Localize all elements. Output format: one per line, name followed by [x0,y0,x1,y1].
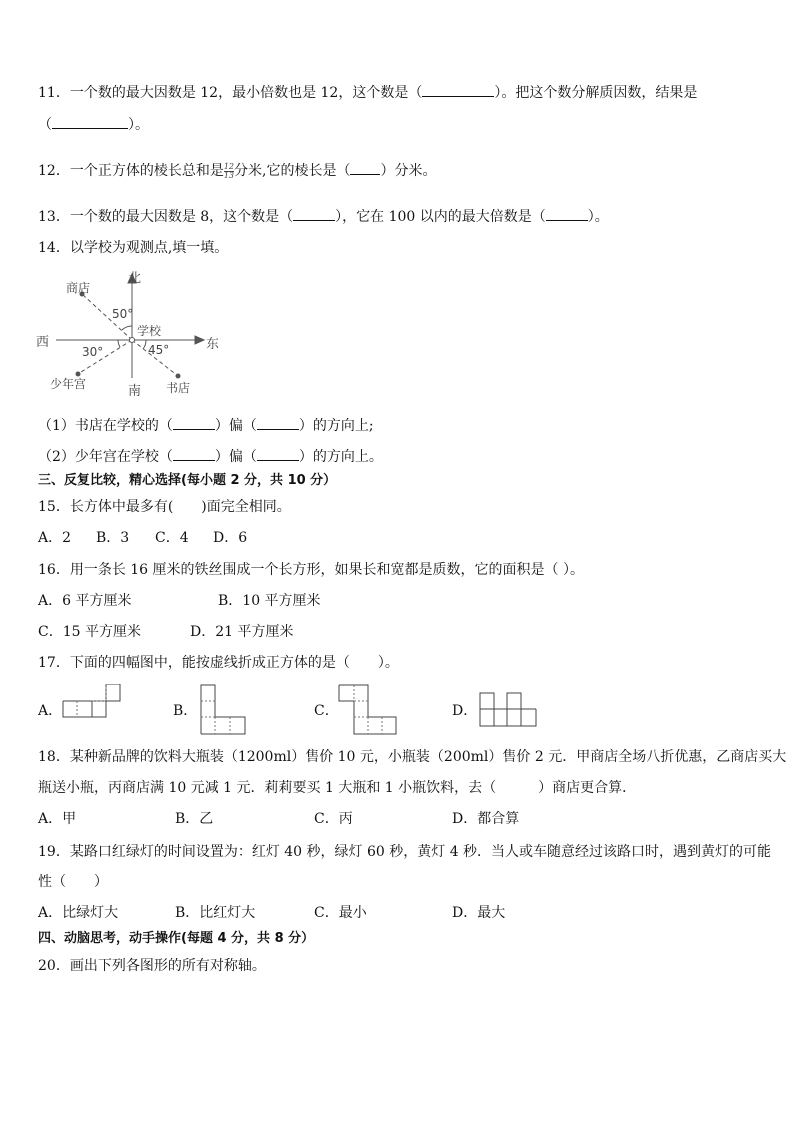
option-a[interactable]: A． [38,703,63,719]
question-19-line-1: 19．某路口红绿灯的时间设置为：红灯 40 秒，绿灯 60 秒，黄灯 4 秒．当人或车随意经过该路口时，遇到黄灯的可能 [38,844,772,860]
question-14-title: 14．以学校为观测点,填一填。 [38,240,229,256]
bookstore-label: 书店 [166,381,191,395]
option-b[interactable]: B．比红灯大 [175,905,256,921]
question-11-line-1: 11．一个数的最大因数是 12，最小倍数也是 12，这个数是（ ）。把这个数分解质因数，结果是 [38,82,697,103]
answer-blank[interactable] [422,82,494,97]
answer-blank[interactable] [173,415,215,430]
west-label: 西 [36,335,50,350]
option-c[interactable]: C． [314,703,339,719]
question-15: 15．长方体中最多有( )面完全相同。 [38,499,291,515]
section-4-heading: 四、动脑思考，动手操作(每题 4 分，共 8 分） [38,931,315,946]
net-figure-d[interactable] [479,692,539,728]
option-d[interactable]: D．都合算 [452,811,520,827]
direction-diagram [34,268,234,402]
angle-arc-30 [118,340,120,347]
east-arrow [195,336,204,344]
shop-label: 商店 [66,281,91,295]
option-a[interactable]: A．比绿灯大 [38,905,119,921]
question-14-sub-1: （1）书店在学校的（ ）偏（ ）的方向上; [38,415,374,436]
question-18-line-1: 18．某种新品牌的饮料大瓶装（1200ml）售价 10 元，小瓶装（200ml）售价 2 元．甲商店全场八折优惠，乙商店买大 [38,749,787,765]
angle-30-label: 30° [82,345,104,359]
option-b[interactable]: B． [173,703,198,719]
option-b[interactable]: B．3 [96,530,130,546]
option-c[interactable]: C．最小 [314,905,367,921]
question-16: 16．用一条长 16 厘米的铁丝围成一个长方形，如果长和宽都是质数，它的面积是（ ）。 [38,562,584,578]
answer-blank[interactable] [257,415,299,430]
option-d[interactable]: D．6 [213,530,248,546]
question-17: 17．下面的四幅图中，能按虚线折成正方体的是（ ）。 [38,655,399,671]
bookstore-point [176,374,181,379]
section-3-heading: 三、反复比较，精心选择(每小题 2 分，共 10 分） [38,473,337,488]
fraction: $\frac{12}{13}$ [223,161,235,180]
question-11-line-2: （ ）。 [38,114,149,135]
south-label: 南 [128,384,142,399]
option-a[interactable]: A．6 平方厘米 [38,593,132,609]
youth-palace-point [76,372,81,377]
option-b[interactable]: B．10 平方厘米 [218,593,321,609]
question-20: 20．画出下列各图形的所有对称轴。 [38,958,266,974]
net-figure-b[interactable] [200,684,248,736]
option-d[interactable]: D．21 平方厘米 [190,624,294,640]
question-14-sub-2: （2）少年宫在学校（ ）偏（ ）的方向上。 [38,446,383,467]
option-c[interactable]: C．4 [155,530,189,546]
school-label: 学校 [137,324,162,338]
angle-arc-45 [143,340,146,349]
option-c[interactable]: C．15 平方厘米 [38,624,141,640]
youth-palace-label: 少年宫 [50,377,87,391]
question-13: 13．一个数的最大因数是 8，这个数是（ ），它在 100 以内的最大倍数是（ ）。 [38,206,609,227]
school-point [130,338,135,343]
answer-blank[interactable] [350,160,380,175]
east-label: 东 [206,337,220,352]
option-c[interactable]: C．丙 [314,811,353,827]
question-18-line-2: 瓶送小瓶，丙商店满 10 元减 1 元．莉莉要买 1 大瓶和 1 小瓶饮料，去（ ）商店更合算． [38,780,637,796]
net-figure-c[interactable] [338,684,400,736]
option-a[interactable]: A．2 [38,530,72,546]
angle-arc-50 [122,326,132,330]
option-d[interactable]: D．最大 [452,905,506,921]
answer-blank[interactable] [52,114,128,129]
angle-45-label: 45° [148,343,170,357]
option-a[interactable]: A．甲 [38,811,77,827]
answer-blank[interactable] [546,206,588,221]
answer-blank[interactable] [293,206,335,221]
question-19-line-2: 性（ ） [38,874,108,890]
option-b[interactable]: B．乙 [175,811,214,827]
question-12: 12．一个正方体的棱长总和是 $\frac{12}{13}$ 分米,它的棱长是（ ）分米。 [38,161,437,180]
answer-blank[interactable] [173,446,215,461]
north-label: 北 [128,271,142,286]
answer-blank[interactable] [257,446,299,461]
net-figure-a[interactable] [62,684,122,720]
angle-50-label: 50° [112,307,134,321]
option-d[interactable]: D． [452,703,478,719]
